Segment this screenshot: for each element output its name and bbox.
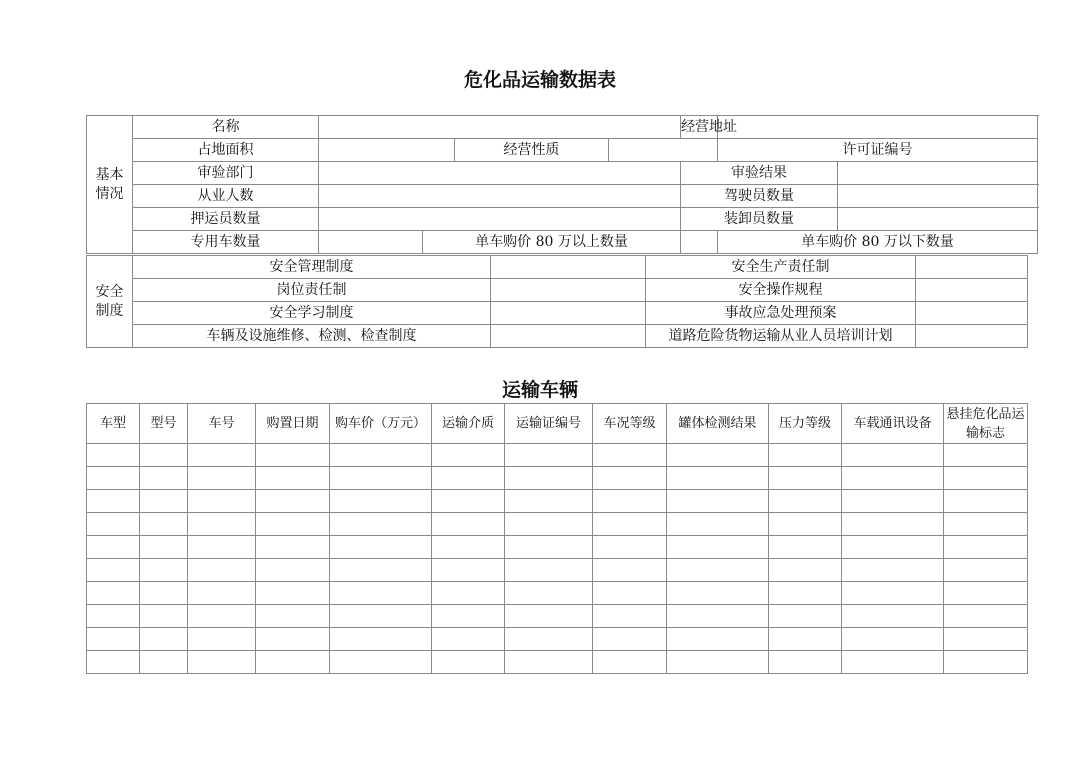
vehicle-cell[interactable] xyxy=(944,651,1028,674)
safety-item-label: 岗位责任制 xyxy=(133,279,491,302)
vehicle-cell[interactable] xyxy=(87,536,140,559)
vehicle-cell[interactable] xyxy=(140,582,188,605)
safety-item-label: 安全管理制度 xyxy=(133,256,491,279)
vehicle-cell[interactable] xyxy=(944,536,1028,559)
table-row xyxy=(87,536,1028,559)
vehicle-cell[interactable] xyxy=(432,651,505,674)
vehicle-column-header: 购置日期 xyxy=(256,404,330,444)
vehicle-cell[interactable] xyxy=(842,582,944,605)
vehicle-cell[interactable] xyxy=(432,467,505,490)
vehicle-cell[interactable] xyxy=(140,444,188,467)
vehicle-cell[interactable] xyxy=(330,490,432,513)
vehicle-cell[interactable] xyxy=(505,490,593,513)
table-row xyxy=(87,651,1028,674)
vehicle-cell[interactable] xyxy=(593,651,667,674)
safety-system-table xyxy=(86,255,1028,348)
vehicle-cell[interactable] xyxy=(842,490,944,513)
vehicle-cell[interactable] xyxy=(667,605,769,628)
safety-item-label: 道路危险货物运输从业人员培训计划 xyxy=(646,325,916,348)
safety-section-label: 安全制度 xyxy=(87,256,133,348)
vehicle-cell[interactable] xyxy=(188,490,256,513)
audit-result-label: 审验结果 xyxy=(681,162,838,185)
vehicle-cell[interactable] xyxy=(769,582,842,605)
vehicle-cell[interactable] xyxy=(87,467,140,490)
vehicle-cell[interactable] xyxy=(769,559,842,582)
vehicle-cell[interactable] xyxy=(667,444,769,467)
safety-item-label: 事故应急处理预案 xyxy=(646,302,916,325)
vehicle-cell[interactable] xyxy=(667,467,769,490)
safety-item-value[interactable] xyxy=(491,302,646,325)
vehicle-cell[interactable] xyxy=(188,651,256,674)
nature-label: 经营性质 xyxy=(455,139,609,162)
vehicle-cell[interactable] xyxy=(87,605,140,628)
vehicle-cell[interactable] xyxy=(140,490,188,513)
vehicle-cell[interactable] xyxy=(944,605,1028,628)
vehicle-cell[interactable] xyxy=(188,559,256,582)
vehicle-cell[interactable] xyxy=(256,651,330,674)
vehicle-cell[interactable] xyxy=(256,582,330,605)
vehicle-cell[interactable] xyxy=(330,628,432,651)
vehicle-cell[interactable] xyxy=(256,559,330,582)
vehicle-cell[interactable] xyxy=(330,559,432,582)
table-row xyxy=(87,559,1028,582)
loader-value[interactable] xyxy=(838,208,1038,231)
safety-item-value[interactable] xyxy=(916,279,1028,302)
vehicle-cell[interactable] xyxy=(769,605,842,628)
safety-item-value[interactable] xyxy=(916,325,1028,348)
vehicle-column-header: 压力等级 xyxy=(769,404,842,444)
vehicle-column-header: 车号 xyxy=(188,404,256,444)
vehicle-cell[interactable] xyxy=(330,582,432,605)
above-80-label: 单车购价 80 万以上数量 xyxy=(423,231,681,254)
table-row xyxy=(87,490,1028,513)
vehicle-cell[interactable] xyxy=(188,536,256,559)
vehicle-cell[interactable] xyxy=(330,536,432,559)
vehicle-cell[interactable] xyxy=(505,559,593,582)
name-value[interactable] xyxy=(319,116,681,139)
vehicle-column-header: 运输介质 xyxy=(432,404,505,444)
vehicle-cell[interactable] xyxy=(505,605,593,628)
vehicle-column-header: 车载通讯设备 xyxy=(842,404,944,444)
vehicle-cell[interactable] xyxy=(944,628,1028,651)
vehicle-cell[interactable] xyxy=(330,467,432,490)
table-row xyxy=(87,444,1028,467)
vehicle-cell[interactable] xyxy=(667,536,769,559)
vehicle-cell[interactable] xyxy=(87,628,140,651)
vehicle-cell[interactable] xyxy=(188,582,256,605)
vehicle-cell[interactable] xyxy=(944,444,1028,467)
safety-item-label: 安全学习制度 xyxy=(133,302,491,325)
vehicle-column-header: 型号 xyxy=(140,404,188,444)
vehicle-cell[interactable] xyxy=(593,628,667,651)
above-80-value[interactable] xyxy=(681,231,718,254)
vehicle-cell[interactable] xyxy=(944,559,1028,582)
vehicle-cell[interactable] xyxy=(87,651,140,674)
vehicle-cell[interactable] xyxy=(505,444,593,467)
safety-item-value[interactable] xyxy=(491,325,646,348)
vehicle-cell[interactable] xyxy=(505,582,593,605)
vehicle-cell[interactable] xyxy=(140,651,188,674)
vehicle-cell[interactable] xyxy=(667,628,769,651)
safety-item-label: 安全生产责任制 xyxy=(646,256,916,279)
vehicle-column-header: 罐体检测结果 xyxy=(667,404,769,444)
vehicle-cell[interactable] xyxy=(432,513,505,536)
table-row xyxy=(87,467,1028,490)
vehicle-cell[interactable] xyxy=(593,559,667,582)
permit-label: 许可证编号 xyxy=(718,139,1038,162)
vehicle-cell[interactable] xyxy=(140,467,188,490)
vehicle-cell[interactable] xyxy=(432,605,505,628)
vehicle-cell[interactable] xyxy=(87,513,140,536)
vehicle-cell[interactable] xyxy=(769,651,842,674)
audit-dept-label: 审验部门 xyxy=(133,162,319,185)
vehicle-cell[interactable] xyxy=(769,444,842,467)
special-vehicle-value[interactable] xyxy=(319,231,423,254)
audit-dept-value[interactable] xyxy=(319,162,681,185)
vehicle-cell[interactable] xyxy=(667,559,769,582)
vehicle-cell[interactable] xyxy=(87,444,140,467)
vehicle-cell[interactable] xyxy=(140,559,188,582)
loader-label: 装卸员数量 xyxy=(681,208,838,231)
table-row xyxy=(87,582,1028,605)
vehicle-cell[interactable] xyxy=(842,559,944,582)
vehicle-cell[interactable] xyxy=(87,559,140,582)
vehicle-cell[interactable] xyxy=(667,513,769,536)
vehicle-column-header: 购车价（万元） xyxy=(330,404,432,444)
vehicle-cell[interactable] xyxy=(432,628,505,651)
driver-value[interactable] xyxy=(838,185,1038,208)
vehicle-cell[interactable] xyxy=(256,628,330,651)
vehicle-cell[interactable] xyxy=(593,605,667,628)
staff-label: 从业人数 xyxy=(133,185,319,208)
vehicle-cell[interactable] xyxy=(769,628,842,651)
vehicle-cell[interactable] xyxy=(432,559,505,582)
vehicle-cell[interactable] xyxy=(432,490,505,513)
basic-info-section-label: 基本情况 xyxy=(87,116,133,254)
table-row xyxy=(87,513,1028,536)
vehicle-cell[interactable] xyxy=(140,513,188,536)
vehicle-cell[interactable] xyxy=(330,444,432,467)
vehicle-cell[interactable] xyxy=(432,582,505,605)
special-vehicle-label: 专用车数量 xyxy=(133,231,319,254)
address-label: 经营地址 xyxy=(681,116,718,139)
audit-result-value[interactable] xyxy=(838,162,1038,185)
vehicle-cell[interactable] xyxy=(256,444,330,467)
vehicle-cell[interactable] xyxy=(667,651,769,674)
safety-item-value[interactable] xyxy=(491,256,646,279)
vehicle-cell[interactable] xyxy=(256,490,330,513)
area-label: 占地面积 xyxy=(133,139,319,162)
vehicle-cell[interactable] xyxy=(842,605,944,628)
vehicle-cell[interactable] xyxy=(188,467,256,490)
safety-item-label: 车辆及设施维修、检测、检查制度 xyxy=(133,325,491,348)
vehicle-cell[interactable] xyxy=(593,490,667,513)
vehicle-cell[interactable] xyxy=(256,536,330,559)
vehicle-cell[interactable] xyxy=(256,605,330,628)
vehicle-cell[interactable] xyxy=(188,513,256,536)
vehicle-cell[interactable] xyxy=(505,513,593,536)
vehicle-cell[interactable] xyxy=(944,490,1028,513)
nature-value[interactable] xyxy=(609,139,718,162)
vehicles-section-title: 运输车辆 xyxy=(501,379,578,401)
vehicle-cell[interactable] xyxy=(667,490,769,513)
vehicle-cell[interactable] xyxy=(593,513,667,536)
vehicle-cell[interactable] xyxy=(432,536,505,559)
staff-value[interactable] xyxy=(319,185,681,208)
vehicle-cell[interactable] xyxy=(330,605,432,628)
vehicle-cell[interactable] xyxy=(593,444,667,467)
vehicle-cell[interactable] xyxy=(330,513,432,536)
table-row xyxy=(87,628,1028,651)
area-value[interactable] xyxy=(319,139,455,162)
vehicle-cell[interactable] xyxy=(432,444,505,467)
vehicle-cell[interactable] xyxy=(769,467,842,490)
vehicle-cell[interactable] xyxy=(769,513,842,536)
vehicle-column-header: 车况等级 xyxy=(593,404,667,444)
address-value[interactable] xyxy=(718,116,1038,139)
safety-item-value[interactable] xyxy=(916,256,1028,279)
vehicle-cell[interactable] xyxy=(188,605,256,628)
vehicle-cell[interactable] xyxy=(944,582,1028,605)
vehicle-cell[interactable] xyxy=(140,536,188,559)
safety-item-value[interactable] xyxy=(491,279,646,302)
safety-item-value[interactable] xyxy=(916,302,1028,325)
vehicle-cell[interactable] xyxy=(87,490,140,513)
vehicle-cell[interactable] xyxy=(505,467,593,490)
vehicle-cell[interactable] xyxy=(944,513,1028,536)
vehicle-cell[interactable] xyxy=(769,536,842,559)
vehicle-column-header: 运输证编号 xyxy=(505,404,593,444)
vehicle-cell[interactable] xyxy=(330,651,432,674)
vehicle-column-header: 车型 xyxy=(87,404,140,444)
vehicle-cell[interactable] xyxy=(256,467,330,490)
vehicle-cell[interactable] xyxy=(140,605,188,628)
vehicle-cell[interactable] xyxy=(593,467,667,490)
basic-info-table xyxy=(86,115,1038,254)
vehicle-cell[interactable] xyxy=(140,628,188,651)
vehicles-table xyxy=(86,403,1028,674)
below-80-label: 单车购价 80 万以下数量 xyxy=(718,231,1038,254)
vehicle-cell[interactable] xyxy=(842,651,944,674)
vehicle-cell[interactable] xyxy=(842,467,944,490)
vehicle-cell[interactable] xyxy=(505,536,593,559)
safety-item-label: 安全操作规程 xyxy=(646,279,916,302)
vehicle-cell[interactable] xyxy=(944,467,1028,490)
vehicle-column-header: 悬挂危化品运输标志 xyxy=(944,404,1028,444)
vehicle-cell[interactable] xyxy=(769,490,842,513)
vehicle-cell[interactable] xyxy=(593,536,667,559)
vehicle-cell[interactable] xyxy=(87,582,140,605)
escort-value[interactable] xyxy=(319,208,681,231)
driver-label: 驾驶员数量 xyxy=(681,185,838,208)
vehicle-cell[interactable] xyxy=(188,628,256,651)
vehicle-cell[interactable] xyxy=(842,513,944,536)
page-title: 危化品运输数据表 xyxy=(463,69,616,91)
vehicle-cell[interactable] xyxy=(593,582,667,605)
vehicle-cell[interactable] xyxy=(505,651,593,674)
vehicle-cell[interactable] xyxy=(188,444,256,467)
vehicle-cell[interactable] xyxy=(842,628,944,651)
vehicle-cell[interactable] xyxy=(505,628,593,651)
table-row xyxy=(87,605,1028,628)
escort-label: 押运员数量 xyxy=(133,208,319,231)
vehicle-cell[interactable] xyxy=(842,444,944,467)
name-label: 名称 xyxy=(133,116,319,139)
vehicle-cell[interactable] xyxy=(842,536,944,559)
vehicle-cell[interactable] xyxy=(256,513,330,536)
vehicle-cell[interactable] xyxy=(667,582,769,605)
